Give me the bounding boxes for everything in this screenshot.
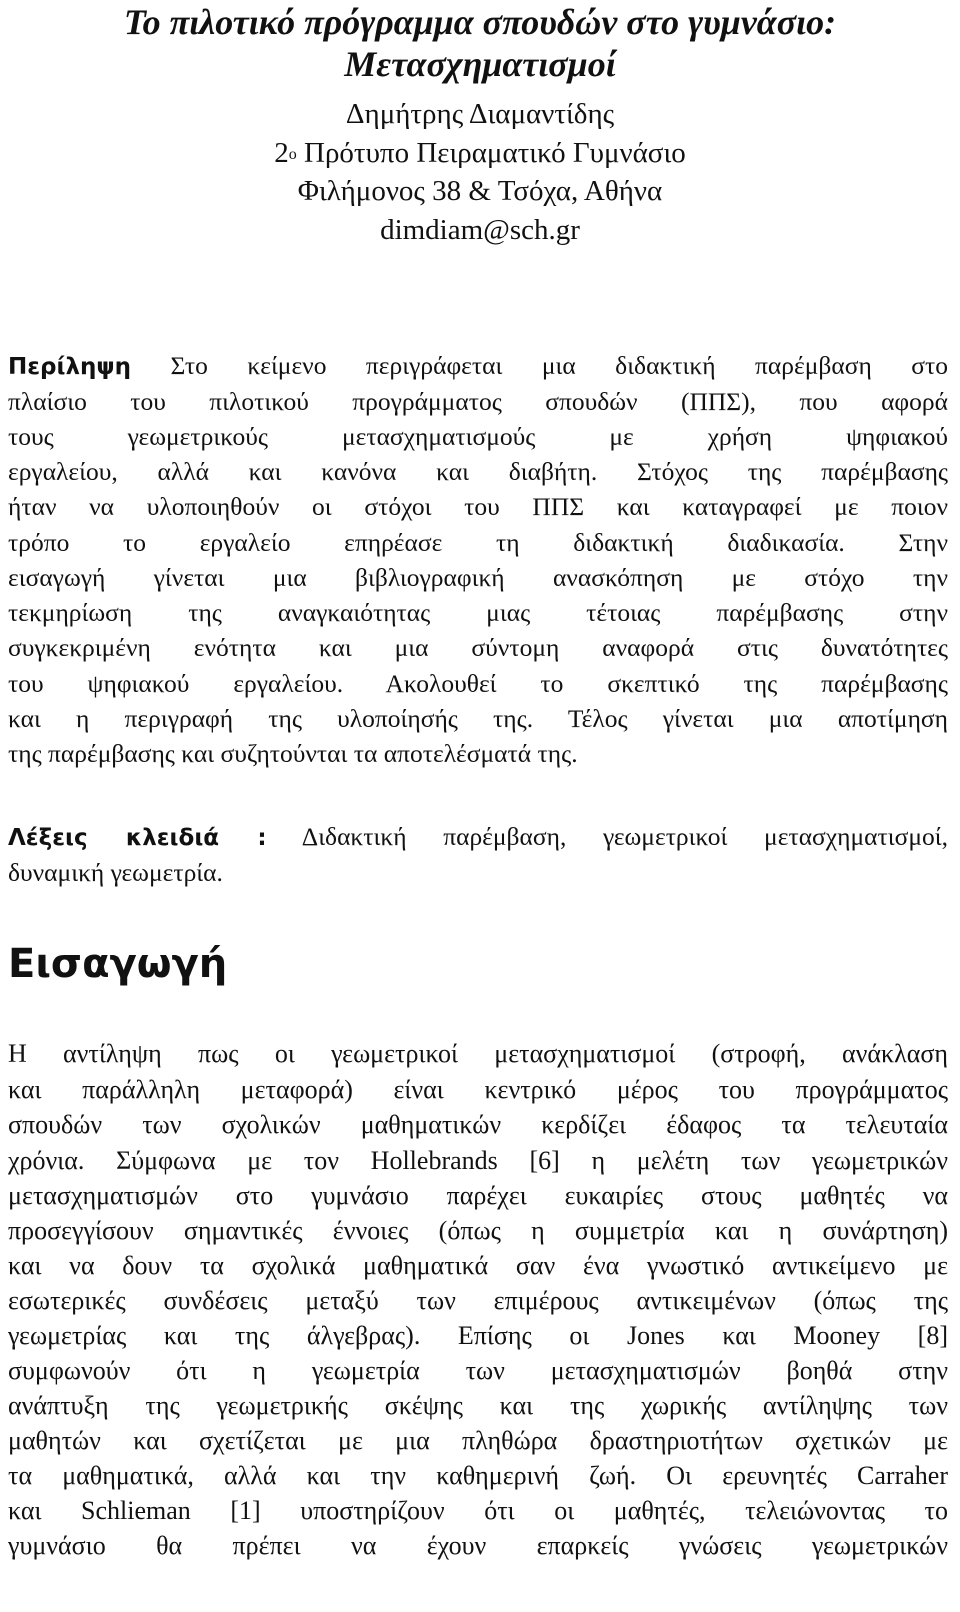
paper-title-line-1: Το πιλοτικό πρόγραμμα σπουδών στο γυμνάσιο:: [123, 2, 837, 42]
intro-line: σπουδών των σχολικών μαθηματικών κερδίζει έδαφος τα τελευταία: [8, 1110, 948, 1139]
school-number-superscript: ο: [288, 146, 297, 163]
keywords-line: Λέξεις κλειδιά : Διδακτική παρέμβαση, γεωμετρικοί μετασχηματισμοί,: [8, 822, 948, 851]
school-affiliation: [0, 136, 960, 170]
intro-line: γυμνάσιο θα πρέπει να έχουν επαρκείς γνώσεις γεωμετρικών: [8, 1531, 948, 1560]
school-address: Φιλήμονος 38 & Τσόχα, Αθήνα: [297, 175, 663, 207]
intro-line: εσωτερικές συνδέσεις μεταξύ των επιμέρους αντικειμένων (όπως της: [8, 1286, 948, 1315]
intro-line: και παράλληλη μεταφορά) είναι κεντρικό μέρος του προγράμματος: [8, 1075, 948, 1104]
abstract-line: τρόπο το εργαλείο επηρέασε τη διδακτική διαδικασία. Στην: [8, 528, 948, 557]
author-name: Δημήτρης Διαμαντίδης: [345, 98, 615, 130]
abstract-line: εργαλείου, αλλά και κανόνα και διαβήτη. Στόχος της παρέμβασης: [8, 457, 948, 486]
intro-line: μετασχηματισμών στο γυμνάσιο παρέχει ευκαιρίες στους μαθητές να: [8, 1181, 948, 1210]
abstract-line: και η περιγραφή της υλοποίησής της. Τέλος γίνεται μια αποτίμηση: [8, 704, 948, 733]
intro-line: μαθητών και σχετίζεται με μια πληθώρα δραστηριοτήτων σχετικών με: [8, 1426, 948, 1455]
abstract-line: Περίληψη Στο κείμενο περιγράφεται μια διδακτική παρέμβαση στο: [8, 351, 949, 380]
intro-line: και να δουν τα σχολικά μαθηματικά σαν ένα γνωστικό αντικείμενο με: [8, 1251, 948, 1280]
abstract-line: ήταν να υλοποιηθούν οι στόχοι του ΠΠΣ και καταγραφεί με ποιον: [8, 492, 948, 521]
author-email: dimdiam@sch.gr: [380, 214, 580, 246]
abstract-line: τους γεωμετρικούς μετασχηματισμούς με χρήση ψηφιακού: [8, 422, 948, 451]
intro-line: γεωμετρίας και της άλγεβρας). Επίσης οι Jones και Mooney [8]: [8, 1321, 948, 1350]
keywords-label: Λέξεις κλειδιά :: [8, 825, 267, 851]
intro-line: συμφωνούν ότι η γεωμετρία των μετασχηματισμών βοηθά στην: [8, 1356, 948, 1385]
intro-line: και Schlieman [1] υποστηρίζουν ότι οι μαθητές, τελειώνοντας το: [8, 1496, 948, 1525]
abstract-line: πλαίσιο του πιλοτικού προγράμματος σπουδών (ΠΠΣ), που αφορά: [8, 387, 948, 416]
keywords-line: δυναμική γεωμετρία.: [8, 858, 223, 887]
intro-line: προσεγγίσουν σημαντικές έννοιες (όπως η συμμετρία και η συνάρτηση): [8, 1216, 948, 1245]
intro-line: Η αντίληψη πως οι γεωμετρικοί μετασχηματισμοί (στροφή, ανάκλαση: [8, 1039, 948, 1068]
paper-title-line-2: Μετασχηματισμοί: [344, 44, 616, 84]
intro-line: τα μαθηματικά, αλλά και την καθημερινή ζωή. Οι ερευνητές Carraher: [8, 1461, 948, 1490]
abstract-line: του ψηφιακού εργαλείου. Ακολουθεί το σκεπτικό της παρέμβασης: [8, 669, 948, 698]
abstract-line: της παρέμβασης και συζητούνται τα αποτελέσματά της.: [8, 739, 578, 768]
school-number: 2: [274, 137, 289, 169]
intro-line: ανάπτυξη της γεωμετρικής σκέψης και της χωρικής αντίληψης των: [8, 1391, 948, 1420]
abstract-line: τεκμηρίωση της αναγκαιότητας μιας τέτοιας παρέμβασης στην: [8, 598, 948, 627]
abstract-line: εισαγωγή γίνεται μια βιβλιογραφική ανασκόπηση με στόχο την: [8, 563, 948, 592]
intro-line: χρόνια. Σύμφωνα με τον Hollebrands [6] η μελέτη των γεωμετρικών: [8, 1146, 948, 1175]
abstract-label: Περίληψη: [8, 354, 132, 380]
section-heading-introduction: Εισαγωγή: [8, 941, 228, 987]
school-name: Πρότυπο Πειραματικό Γυμνάσιο: [304, 137, 686, 169]
abstract-line: συγκεκριμένη ενότητα και μια σύντομη αναφορά στις δυνατότητες: [8, 633, 948, 662]
